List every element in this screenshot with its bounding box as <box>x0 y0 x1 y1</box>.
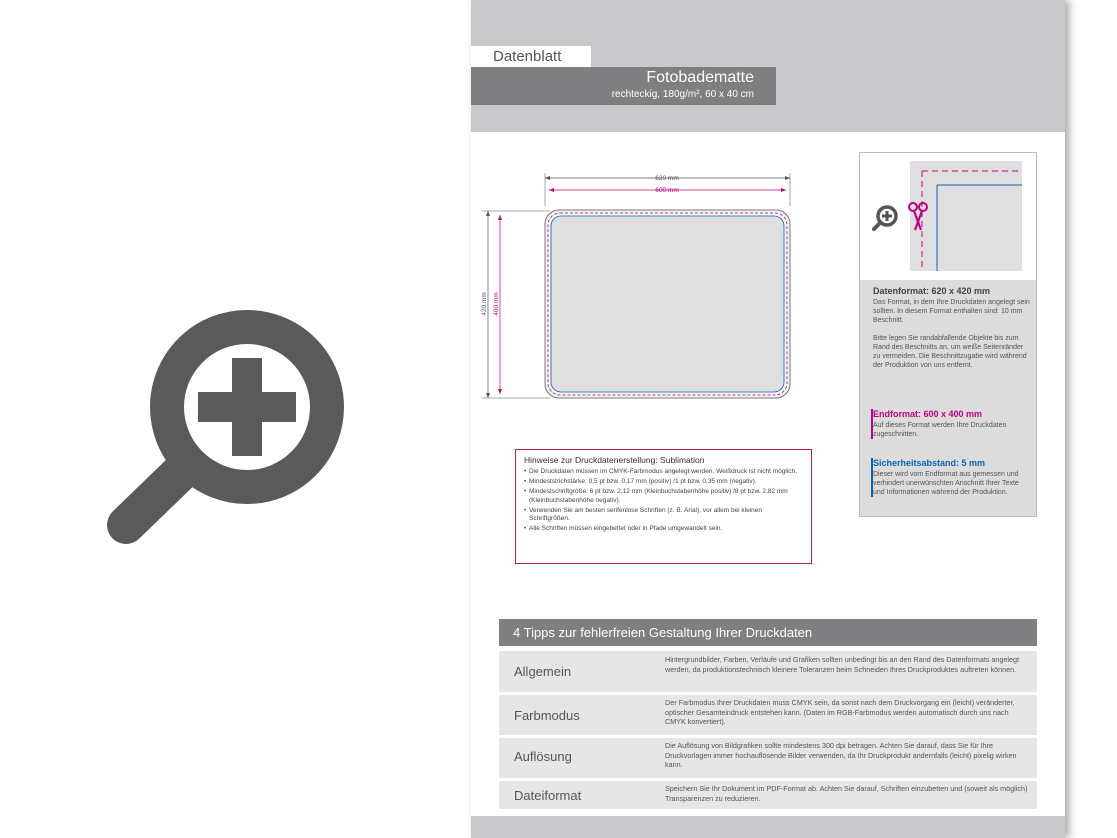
format-info-panel <box>859 152 1037 517</box>
outer-width-label: 620 mm <box>655 175 679 182</box>
tips-row-text: Der Farbmodus Ihrer Druckdaten muss CMYK sein, da sonst nach dem Druckvorgang ein (leicht) veränderter, optischer Gesamteindruck entstehen kann. (Daten im RGB-Farbmodus werden automatisch durch uns nach CMYK konvertiert). <box>665 698 1015 727</box>
format-drawing <box>481 168 820 403</box>
datenformat-text: Das Format, in dem Ihre Druckdaten angelegt sein sollten. In diesem Format enthalten sind: 10 mm Beschnitt. <box>873 299 1030 324</box>
datasheet-page <box>471 0 1065 838</box>
tips-row-text: Die Auflösung von Bildgrafiken sollte mindestens 300 dpi betragen. Achten Sie darauf, dass Sie für Ihre Druckvorlagen immer hochauflösende Bilder verwenden, da Ihr Druckprodukt andernfalls (leicht) pixelig wirken kann. <box>665 741 1017 770</box>
format-preview <box>860 153 1036 280</box>
tips-header: 4 Tipps zur fehlerfreien Gestaltung Ihrer Druckdaten <box>499 619 1037 646</box>
notes-item: • Verwenden Sie am besten serifenlose Schriften (z. B. Arial), vor allem bei kleinen Schriftgrößen. <box>524 507 803 523</box>
datasheet-tab: Datenblatt <box>471 46 591 67</box>
print-notes-box <box>515 449 812 564</box>
inner-height-label: 400 mm <box>493 292 500 316</box>
endformat-text: Auf dieses Format werden Ihre Druckdaten zugeschnitten. <box>873 422 1007 438</box>
scissors-icon <box>908 200 928 234</box>
sicherheitsabstand-block <box>873 458 1031 497</box>
notes-item: • Mindestschriftgröße: 6 pt bzw. 2,12 mm (Kleinbuchstabenhöhe positiv) /8 pt bzw. 2,82 mm (Kleinbuchstabenhöhe negativ). <box>524 488 803 504</box>
endformat-title: Endformat: 600 x 400 mm <box>873 409 983 419</box>
datenformat-text-2: Bitte legen Sie randabfallende Objekte bis zum Rand des Beschnitts an, um weiße Seitenränder zu vermeiden. Die Beschnittzugabe wird während der Produktion von uns entfernt. <box>873 335 1027 369</box>
tips-row-text: Speichern Sie Ihr Dokument im PDF-Format ab. Achten Sie darauf, Schriften einzubetten und (soweit als möglich) Transparenzen zu reduzieren. <box>665 784 1028 803</box>
zoom-in-icon[interactable] <box>100 315 360 550</box>
tips-row <box>499 738 1037 778</box>
zoom-in-icon[interactable] <box>870 203 902 235</box>
tips-row-label: Auflösung <box>514 749 572 764</box>
notes-item: • Die Druckdaten müssen im CMYK-Farbmodus angelegt werden. Weißdruck ist nicht möglich. <box>524 468 803 476</box>
tips-row <box>499 695 1037 735</box>
notes-title: Hinweise zur Druckdatenerstellung: Sublimation <box>524 455 705 465</box>
tips-row-label: Dateiformat <box>514 788 582 803</box>
title-bar <box>471 67 776 105</box>
tips-row-label: Farbmodus <box>514 708 580 723</box>
tips-row <box>499 781 1037 809</box>
footer-band <box>471 816 1065 838</box>
inner-width-label: 600 mm <box>655 187 679 194</box>
tips-row <box>499 651 1037 692</box>
sicherheitsabstand-text: Dieser wird vom Endformat aus gemessen und verhindert unerwünschten Anschnitt Ihrer Texte und Informationen während der Produktion. <box>873 471 1019 496</box>
format-info-body <box>860 280 1036 516</box>
notes-item: • Alle Schriften müssen eingebettet oder in Pfade umgewandelt sein. <box>524 525 803 533</box>
datenformat-block <box>873 286 1031 370</box>
sicherheitsabstand-title: Sicherheitsabstand: 5 mm <box>873 458 986 468</box>
datenformat-title: Datenformat: 620 x 420 mm <box>873 286 991 296</box>
outer-height-label: 420 mm <box>481 292 488 316</box>
endformat-block <box>873 409 1031 439</box>
notes-item: • Mindeststrichstärke: 0,5 pt bzw. 0,17 mm (positiv) /1 pt bzw. 0,35 mm (negativ). <box>524 478 803 486</box>
product-subtitle: rechteckig, 180g/m², 60 x 40 cm <box>611 89 754 100</box>
tips-row-text: Hintergrundbilder, Farben, Verläufe und Grafiken sollten unbedingt bis an den Rand des Datenformats angelegt werden, da produktionstechnisch kleinere Toleranzen beim Schneiden Ihres Druckproduktes auftreten können. <box>665 655 1020 674</box>
product-title: Fotobadematte <box>646 69 754 86</box>
tips-row-label: Allgemein <box>514 664 572 679</box>
